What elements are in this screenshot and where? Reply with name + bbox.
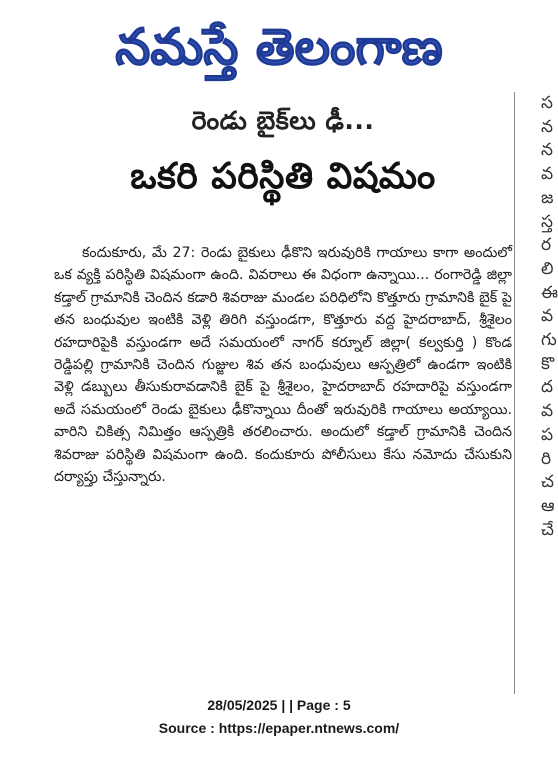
side-strip-char: ఆ [541,495,555,516]
side-strip-char: చే [541,519,554,540]
side-strip-char: న [541,140,553,161]
side-strip-char: జ [541,187,554,208]
news-clipping [54,96,512,488]
side-strip-char: ఈ [541,282,558,303]
adjacent-column-strip [514,92,558,694]
footer-source: Source : https://epaper.ntnews.com/ [158,720,400,736]
side-strip-char: గు [541,330,557,351]
side-strip-char: కొ [541,353,555,374]
side-strip-char: లి [541,258,554,279]
masthead [0,2,558,82]
side-strip-char: వ [541,164,554,185]
footer-date-page: 28/05/2025 | | Page : 5 [207,697,351,713]
side-strip-char: వ [541,401,554,422]
side-strip-char: చ [541,472,554,493]
article-kicker: రెండు బైక్‌లు ఢీ... [191,106,375,135]
side-strip-char: స్త [541,211,553,232]
side-strip-char: ప [541,424,554,445]
article-body: కందుకూరు, మే 27: రెండు బైకులు ఢీకొని ఇరువురికి గాయాలు కాగా అందులో ఒక వ్యక్తి పరిస్థితి విషమంగా ఉంది. వివరాలు ఈ విధంగా ఉన్నాయి... రంగారెడ్డి జిల్లా కడ్తాల్ గ్రామానికి చెందిన కడారి శివరాజు మండల పరిధిలోని కొత్తూరు గ్రామానికి బైక్ పై తన బంధువుల ఇంటికి వెళ్లి తిరిగి వస్తుండగా, కొత్తూరు వద్ద హైదరాబాద్, శ్రీశైలం రహదారిపైకి వస్తుండగా అదే సమయంలో నాగర్ కర్నూల్ జిల్లా( కల్వకుర్తి ) కొండ రెడ్డిపల్లి గ్రామానికి చెందిన గుజ్జుల శివ తన బంధువులు ఆస్పత్రిలో ఉండగా ఇంటికి వెళ్లి డబ్బులు తీసుకురావడానికి బైక్ పై శ్రీశైలం, హైదరాబాద్ రహదారిపై వస్తుండగా అదే సమయంలో రెండు బైకులు ఢీకొన్నాయి దీంతో ఇరువురికి గాయాలు అయ్యాయి. వారిని చికిత్స నిమిత్తం ఆస్పత్రికి తరలించారు. అందులో కడ్తాల్ గ్రామానికి చెందిన శివరాజు పరిస్థితి విషమంగా ఉంది. కందుకూరు పోలీసులు కేసు నమోదు చేసుకుని దర్యాప్తు చేస్తున్నారు. [54,245,512,486]
side-strip-char: ద [541,377,554,398]
side-strip-char: స [541,93,553,113]
masthead-logo [0,2,558,82]
side-strip-char: వ [541,306,554,327]
side-strip-char: న [541,116,553,137]
article-headline: ఒకరి పరిస్థితి విషమం [130,156,436,197]
masthead-title: నమస్తే తెలంగాణ [115,18,443,76]
side-strip-char: ర [541,235,552,256]
side-strip-char: రి [541,448,552,469]
